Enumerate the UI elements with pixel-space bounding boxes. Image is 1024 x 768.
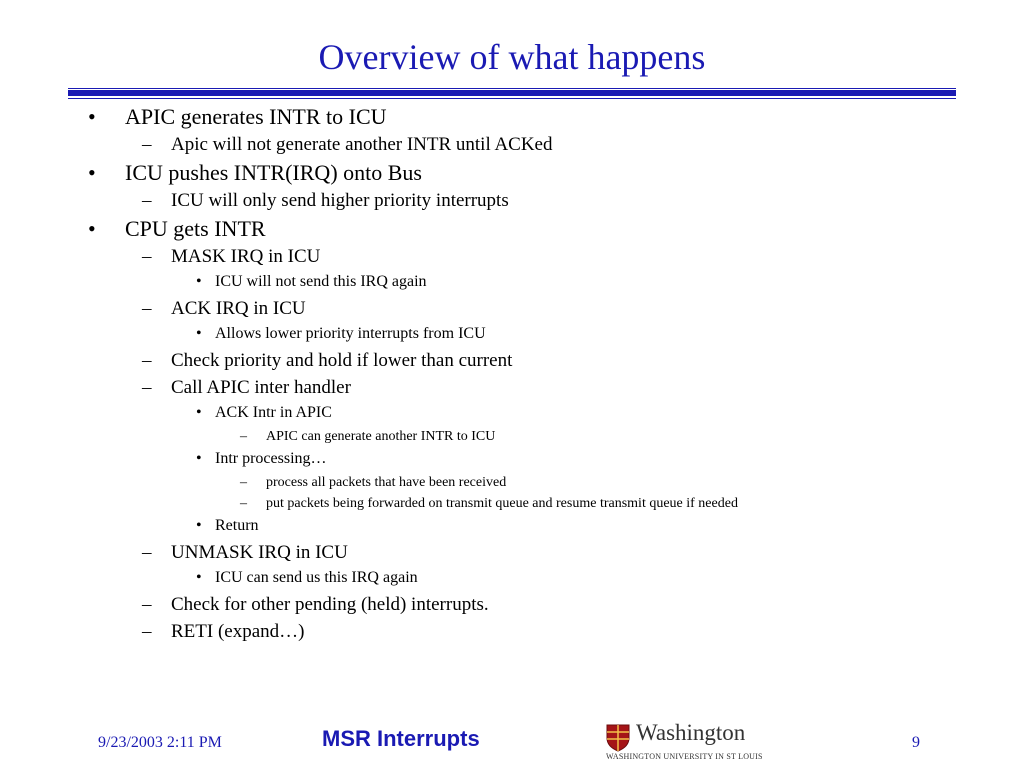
bullet-text: Check for other pending (held) interrupts.	[171, 594, 489, 615]
bullet-marker: –	[142, 134, 152, 155]
logo-subtitle: WASHINGTON UNIVERSITY IN ST LOUIS	[606, 752, 763, 761]
bullet-text: Allows lower priority interrupts from ICU	[215, 325, 486, 342]
page-number: 9	[912, 734, 920, 751]
bullet-marker: –	[240, 496, 247, 511]
bullet-marker: •	[88, 104, 96, 129]
bullet-text: ICU will only send higher priority interrupts	[171, 190, 509, 211]
bullet-marker: •	[196, 273, 202, 290]
bullet-text: Call APIC inter handler	[171, 377, 351, 398]
bullet-text: CPU gets INTR	[125, 216, 266, 241]
bullet-marker: –	[142, 298, 152, 319]
bullet-marker: •	[196, 450, 202, 467]
bullet-text: Return	[215, 517, 259, 534]
bullet-text: ACK Intr in APIC	[215, 404, 332, 421]
bullet-marker: •	[88, 160, 96, 185]
bullet-text: ICU can send us this IRQ again	[215, 569, 418, 586]
footer-title: MSR Interrupts	[322, 726, 480, 751]
bullet-marker: –	[240, 429, 247, 444]
bullet-marker: –	[142, 594, 152, 615]
bullet-marker: •	[196, 569, 202, 586]
bullet-marker: –	[142, 350, 152, 371]
bullet-marker: –	[142, 246, 152, 267]
bullet-text: Check priority and hold if lower than current	[171, 350, 513, 371]
bullet-text: Intr processing…	[215, 450, 327, 467]
bullet-text: Apic will not generate another INTR until ACKed	[171, 134, 553, 155]
bullet-marker: –	[240, 475, 247, 490]
shield-icon	[606, 724, 630, 752]
bullet-text: ICU pushes INTR(IRQ) onto Bus	[125, 160, 422, 185]
logo-wordmark: Washington	[636, 720, 746, 745]
title-rule-thick	[68, 90, 956, 96]
bullet-text: put packets being forwarded on transmit queue and resume transmit queue if needed	[266, 496, 738, 511]
bullet-text: APIC can generate another INTR to ICU	[266, 429, 496, 444]
bullet-marker: –	[142, 377, 152, 398]
bullet-text: ICU will not send this IRQ again	[215, 273, 427, 290]
bullet-text: APIC generates INTR to ICU	[125, 104, 387, 129]
bullet-marker: –	[142, 542, 152, 563]
university-logo	[606, 722, 776, 762]
slide-title: Overview of what happens	[318, 37, 706, 77]
bullet-marker: •	[196, 517, 202, 534]
title-rule-thin-bottom	[68, 98, 956, 99]
bullet-text: ACK IRQ in ICU	[171, 298, 306, 319]
bullet-text: UNMASK IRQ in ICU	[171, 542, 348, 563]
bullet-text: RETI (expand…)	[171, 621, 305, 642]
bullet-marker: •	[88, 216, 96, 241]
footer-date: 9/23/2003 2:11 PM	[98, 734, 222, 751]
bullet-marker: •	[196, 404, 202, 421]
title-rule-thin-top	[68, 88, 956, 89]
bullet-marker: –	[142, 190, 152, 211]
bullet-text: MASK IRQ in ICU	[171, 246, 321, 267]
bullet-marker: –	[142, 621, 152, 642]
bullet-marker: •	[196, 325, 202, 342]
bullet-text: process all packets that have been received	[266, 475, 507, 490]
